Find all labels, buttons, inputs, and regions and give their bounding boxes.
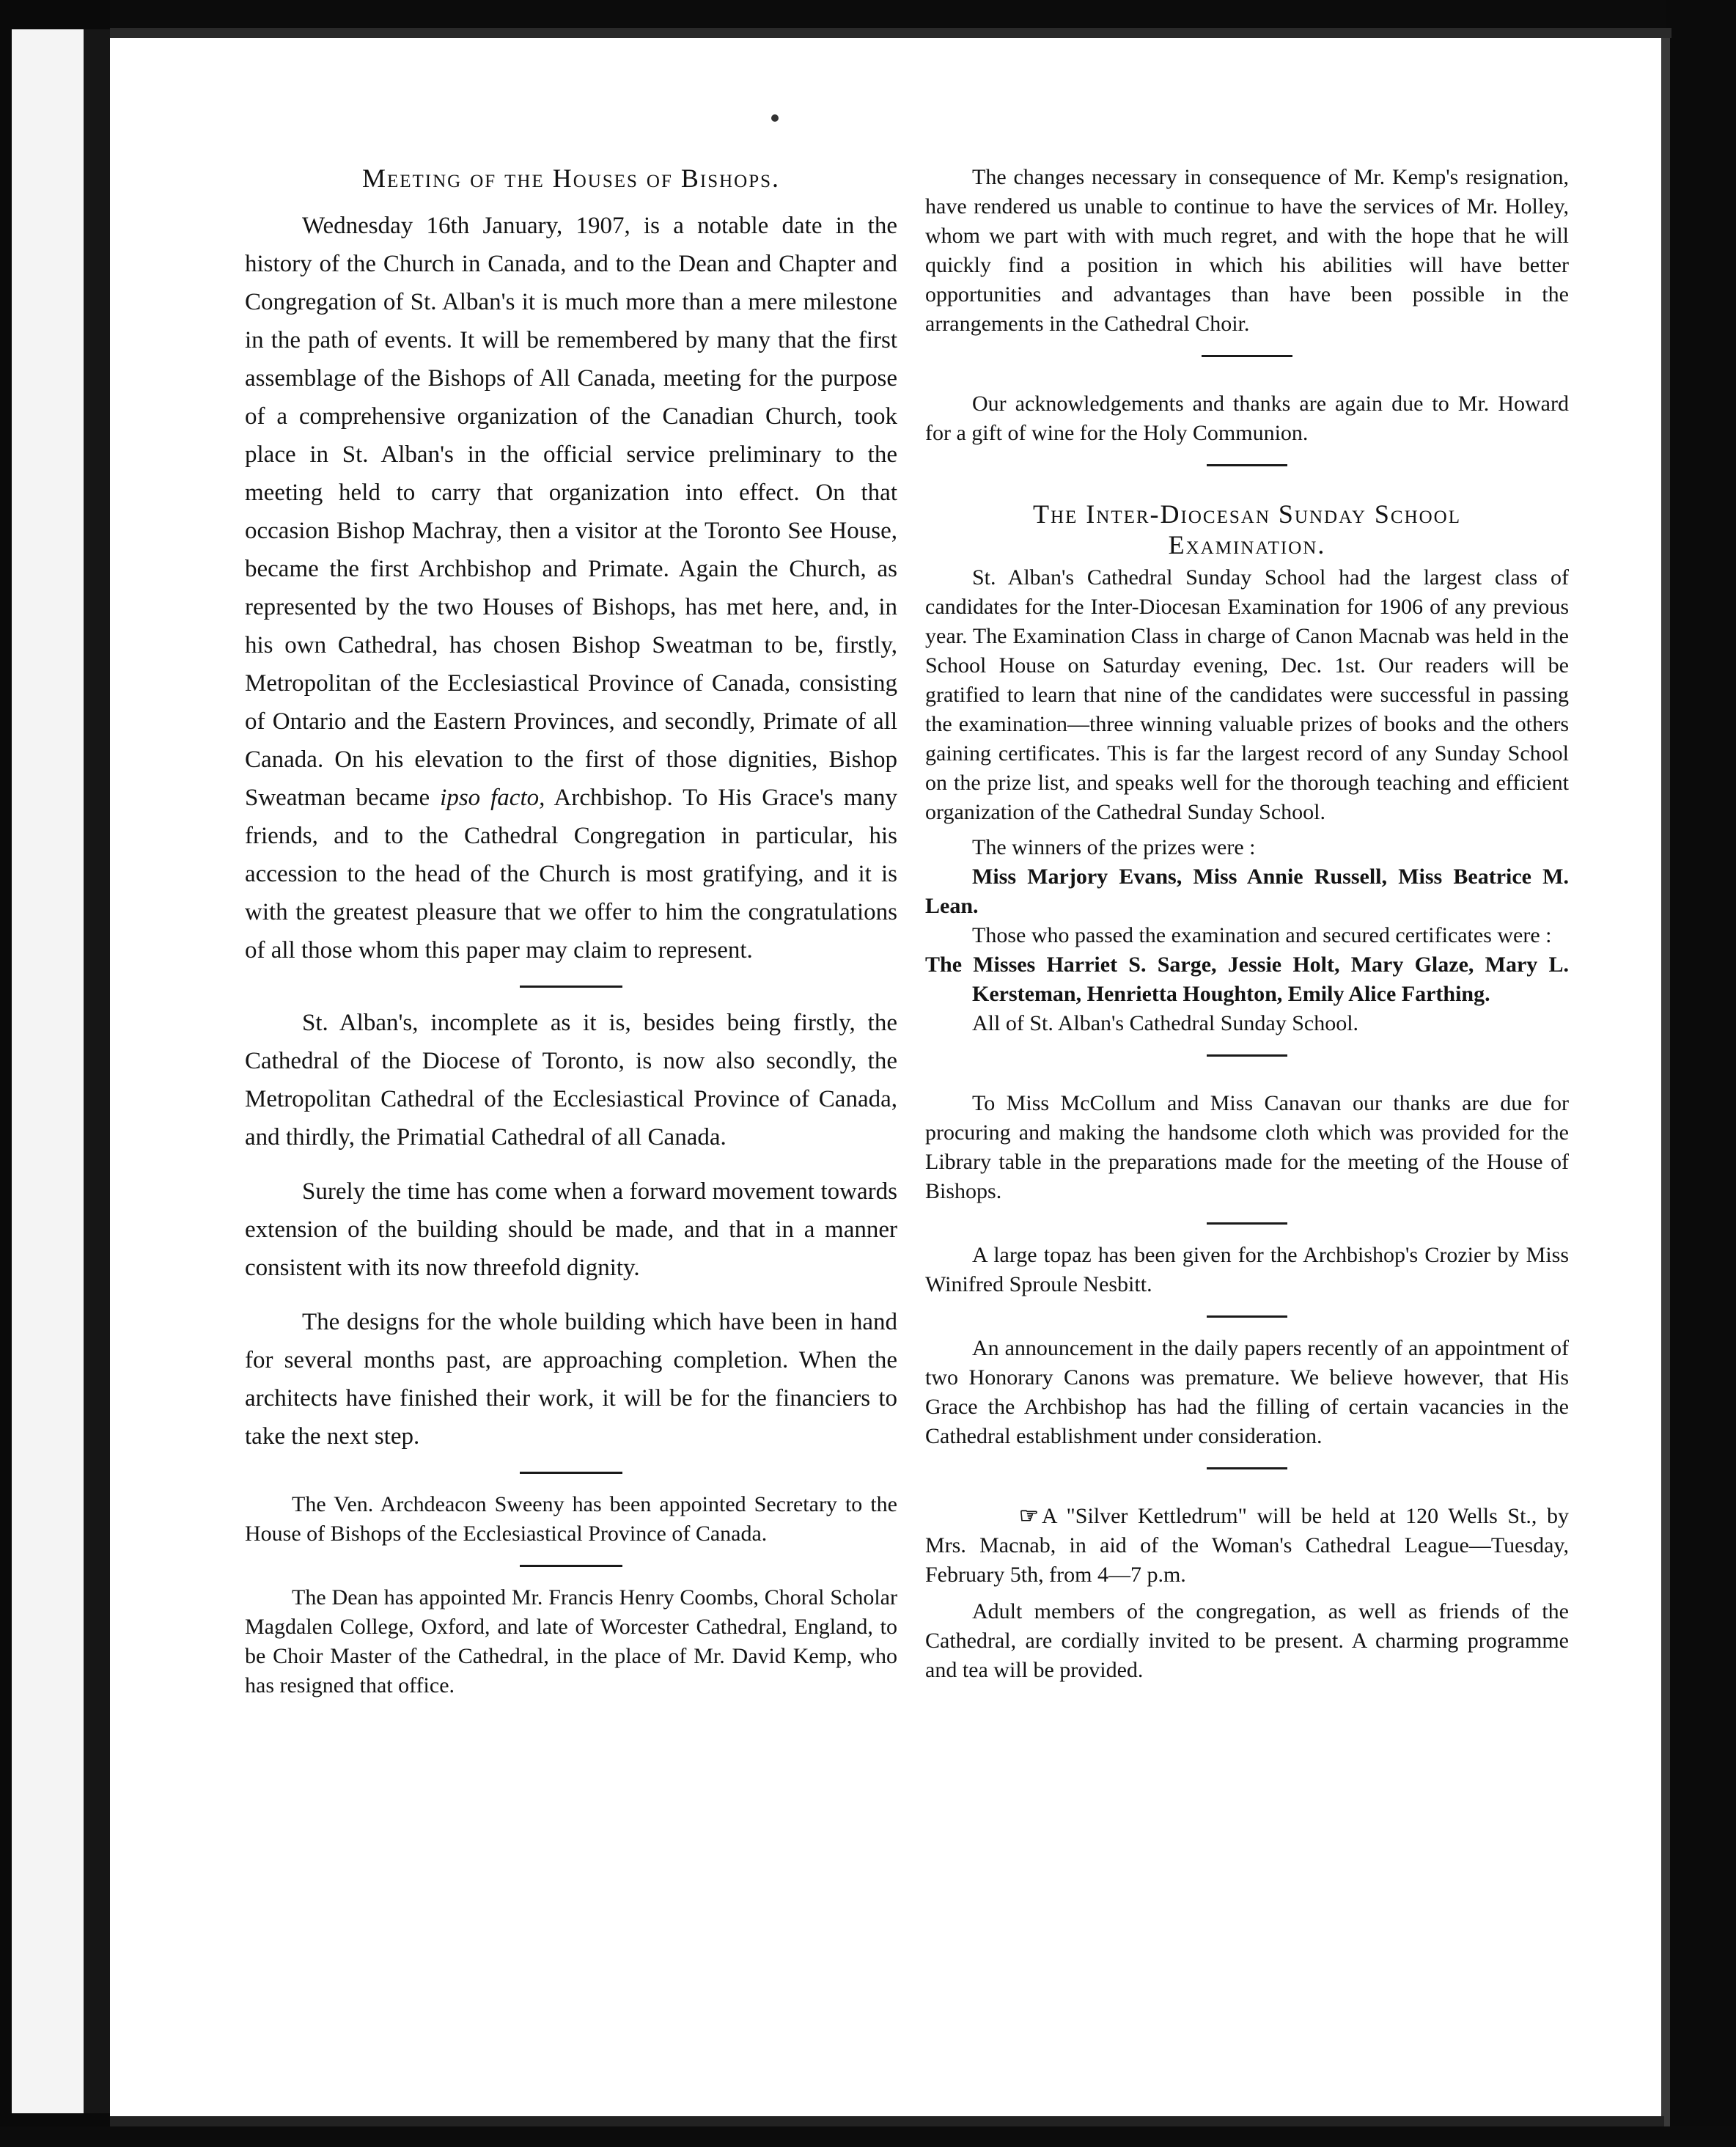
page-edge-bottom [110,2116,1664,2126]
article-heading-examination [925,499,1569,560]
paragraph-kettledrum [925,1502,1569,1590]
scan-border-right [1666,0,1736,2147]
paragraph-text: Wednesday 16th January, 1907, is a notable date in the history of the Church in Canada, and to the Dean and Chapter and Congregation of St. Alban's it is much more than a mere milestone in the path of events. It will be remembered by many that the first assemblage of the Bishops of All Canada, meeting for the purpose of a comprehensive organization of the Canadian Church, took place in St. Alban's in the official service preliminary to the meeting held to carry that organization into effect. On that occasion Bishop Machray, then a visitor at the Toronto See House, became the first Archbishop and Primate. Again the Church, as represented by the two Houses of Bishops, has met here, and, in his own Cathedral, has chosen Bishop Sweatman to be, firstly, Metropolitan of the Ecclesiastical Province of Canada, consisting of Ontario and the Eastern Provinces, and secondly, Primate of all Canada. On his elevation to the first of those dignities, Bishop Sweatman became [245,213,897,811]
italic-phrase: ipso facto, [440,785,545,811]
section-divider [1207,1222,1287,1225]
prize-winners-list: Miss Marjory Evans, Miss Annie Russell, Miss Beatrice M. Lean. [925,865,1569,918]
page-edge-right [1661,29,1670,2134]
paragraph-sunday-school-note: All of St. Alban's Cathedral Sunday School. [972,1011,1359,1035]
paragraph-acknowledgements: Our acknowledgements and thanks are again due to Mr. Howard for a gift of wine for the Holy Communion. [925,392,1569,445]
paragraph-cathedral-status: St. Alban's, incomplete as it is, besides being firstly, the Cathedral of the Diocese of Toronto, is now also secondly, the Metropolitan Cathedral of the Ecclesiastical Province of Canada, and thirdly, the Primatial Cathedral of all Canada. [245,1010,897,1150]
paragraph-prize-intro: The winners of the prizes were : [972,835,1256,859]
paragraph-invitation: Adult members of the congregation, as well as friends of the Cathedral, are cordially invited to be present. A charming programme and tea will be provided. [925,1599,1569,1682]
page-edge-top [110,28,1671,38]
paragraph-topaz: A large topaz has been given for the Archbishop's Crozier by Miss Winifred Sproule Nesbitt. [925,1243,1569,1296]
scan-border-bottom [0,2126,1736,2147]
certificate-holders-list: The Misses Harriet S. Sarge, Jessie Holt, Mary Glaze, Mary L. Kersteman, Henrietta Houghton, Emily Alice Farthing. [925,953,1569,1006]
paragraph-text: A "Silver Kettledrum" will be held at 120 Wells St., by Mrs. Macnab, in aid of the Woman's Cathedral League—Tuesday, February 5th, from 4—7 p.m. [925,1504,1569,1587]
heading-line: Examination. [1168,530,1326,559]
heading-line: The Inter-Diocesan Sunday School [1032,499,1462,529]
paragraph-archdeacon: The Ven. Archdeacon Sweeny has been appointed Secretary to the House of Bishops of the Ecclesiastical Province of Canada. [245,1492,897,1546]
paragraph-certificates-intro: Those who passed the examination and secured certificates were : [972,923,1552,947]
left-column [245,163,897,1700]
paragraph-choir-master: The Dean has appointed Mr. Francis Henry Coombs, Choral Scholar Magdalen College, Oxford, and late of Worcester Cathedral, England, to be Choir Master of the Cathedral, in the place of Mr. David Kemp, who has resigned that office. [245,1585,897,1698]
paragraph-examination: St. Alban's Cathedral Sunday School had the largest class of candidates for the Inter-Diocesan Examination for 1906 of any previous year. The Examination Class in charge of Canon Macnab was held in the School House on Saturday evening, Dec. 1st. Our readers will be gratified to learn that nine of the candidates were successful in passing the examination—three winning valuable prizes of books and the others gaining certificates. This is far the largest record of any Sunday School on the prize list, and speaks well for the thorough teaching and efficient organization of the Cathedral Sunday School. [925,565,1569,824]
section-divider [520,1565,622,1567]
article-heading-bishops: Meeting of the Houses of Bishops. [361,164,781,193]
paragraph-honorary-canons: An announcement in the daily papers recently of an appointment of two Honorary Canons was premature. We believe however, that His Grace the Archbishop has had the filling of certain vacancies in the Cathedral establishment under consideration. [925,1336,1569,1448]
section-divider [1207,1467,1287,1469]
pointing-hand-icon: ☞ [1019,1504,1039,1528]
section-divider [520,986,622,988]
section-divider [1207,1315,1287,1318]
section-divider [1207,1054,1287,1057]
section-divider [1202,355,1292,357]
section-divider [520,1472,622,1474]
paragraph-library-cloth: To Miss McCollum and Miss Canavan our thanks are due for procuring and making the handsome cloth which was provided for the Library table in the preparations made for the meeting of the House of Bishops. [925,1091,1569,1203]
paragraph-text: Archbishop. To His Grace's many friends, and to the Cathedral Congregation in particular, his accession to the head of the Church is most gratifying, and it is with the greatest pleasure that we offer to him the congratulations of all those whom this paper may claim to represent. [245,785,898,964]
paragraph-building-extension: Surely the time has come when a forward movement towards extension of the building should be made, and that in a manner consistent with its now threefold dignity. [245,1178,897,1281]
paragraph-building-designs: The designs for the whole building which have been in hand for several months past, are approaching completion. When the architects have finished their work, it will be for the financiers to take the next step. [245,1309,897,1450]
ink-speck [771,114,779,122]
right-column [925,163,1569,1685]
page-gutter [84,29,110,2113]
paragraph-choir-changes: The changes necessary in consequence of Mr. Kemp's resignation, have rendered us unable to continue to have the services of Mr. Holley, whom we part with with much regret, and with the hope that he will quickly find a position in which his abilities will have better opportunities and advantages than have been possible in the arrangements in the Cathedral Choir. [925,165,1569,336]
section-divider [1207,464,1287,466]
paragraph-bishops-meeting [245,207,897,969]
